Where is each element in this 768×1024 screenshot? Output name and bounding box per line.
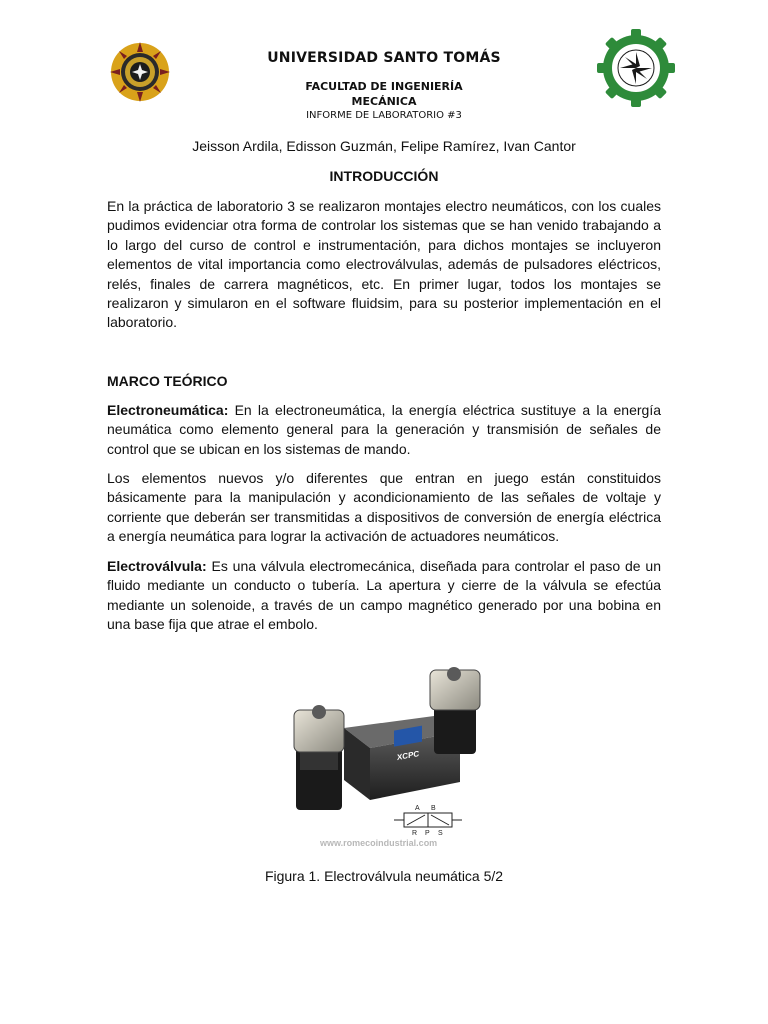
figure-caption: Figura 1. Electroválvula neumática 5/2 — [264, 868, 504, 884]
faculty-name-line2: MECÁNICA — [351, 95, 417, 108]
theory-heading: MARCO TEÓRICO — [107, 373, 228, 389]
solenoid-valve-illustration — [284, 650, 486, 856]
university-seal-logo — [110, 42, 170, 102]
solenoid-valve-figure — [284, 650, 486, 856]
electroneumatica-paragraph — [107, 401, 661, 459]
port-label-s: S — [438, 830, 443, 837]
electroneumatica-definition: En la electroneumática, la energía eléctrica sustituye a la energía neumática como elemento general para la generación y transmisión de señales de control que se ubican en los sistemas de mando. — [107, 402, 661, 457]
mechanical-engineering-gear-logo — [596, 28, 676, 108]
electrovalvula-term: Electroválvula: — [107, 558, 207, 574]
introduction-heading: INTRODUCCIÓN — [329, 168, 439, 184]
figure-watermark: www.romecoindustrial.com — [320, 838, 438, 848]
faculty-name-line1: FACULTAD DE INGENIERÍA — [305, 80, 463, 93]
electrovalvula-definition: Es una válvula electromecánica, diseñada para controlar el paso de un fluido mediante un conducto o tubería. La apertura y cierre de la válvula se efectúa mediante un solenoide, a través de un campo magnético generado por una bobina en una base fija que atrae el embolo. — [107, 558, 661, 633]
port-label-a: A — [415, 805, 420, 812]
brand-label: XCPC — [397, 749, 420, 763]
electroneumatica-term: Electroneumática: — [107, 402, 229, 418]
university-name: UNIVERSIDAD SANTO TOMÁS — [267, 50, 501, 66]
introduction-paragraph: En la práctica de laboratorio 3 se realizaron montajes electro neumáticos, con los cuales pudimos evidenciar otra forma de controlar los sistemas que se han venido trabajando a lo largo del curso de control e instrumentación, para dichos montajes se incluyeron elementos de vital importancia como electroválvulas, además de pulsadores eléctricos, relés, finales de carrera magnéticos, etc. En primer lugar, todos los montajes se realizaron y simularon en el software fluidsim, para su posterior implementación en el laboratorio. — [107, 198, 661, 331]
report-title: INFORME DE LABORATORIO #3 — [306, 110, 462, 121]
port-label-p: P — [425, 830, 430, 837]
elements-paragraph: Los elementos nuevos y/o diferentes que entran en juego están constituidos básicamente para la manipulación y acondicionamiento de las señales de voltaje y corriente que deberán ser transmitidas a dispositivos de conversión de energía eléctrica a energía neumática para lograr la activación de actuadores neumáticos. — [107, 470, 661, 545]
port-label-b: B — [431, 805, 436, 812]
authors-line: Jeisson Ardila, Edisson Guzmán, Felipe Ramírez, Ivan Cantor — [192, 138, 576, 154]
electrovalvula-paragraph — [107, 557, 661, 635]
port-label-r: R — [412, 830, 418, 837]
